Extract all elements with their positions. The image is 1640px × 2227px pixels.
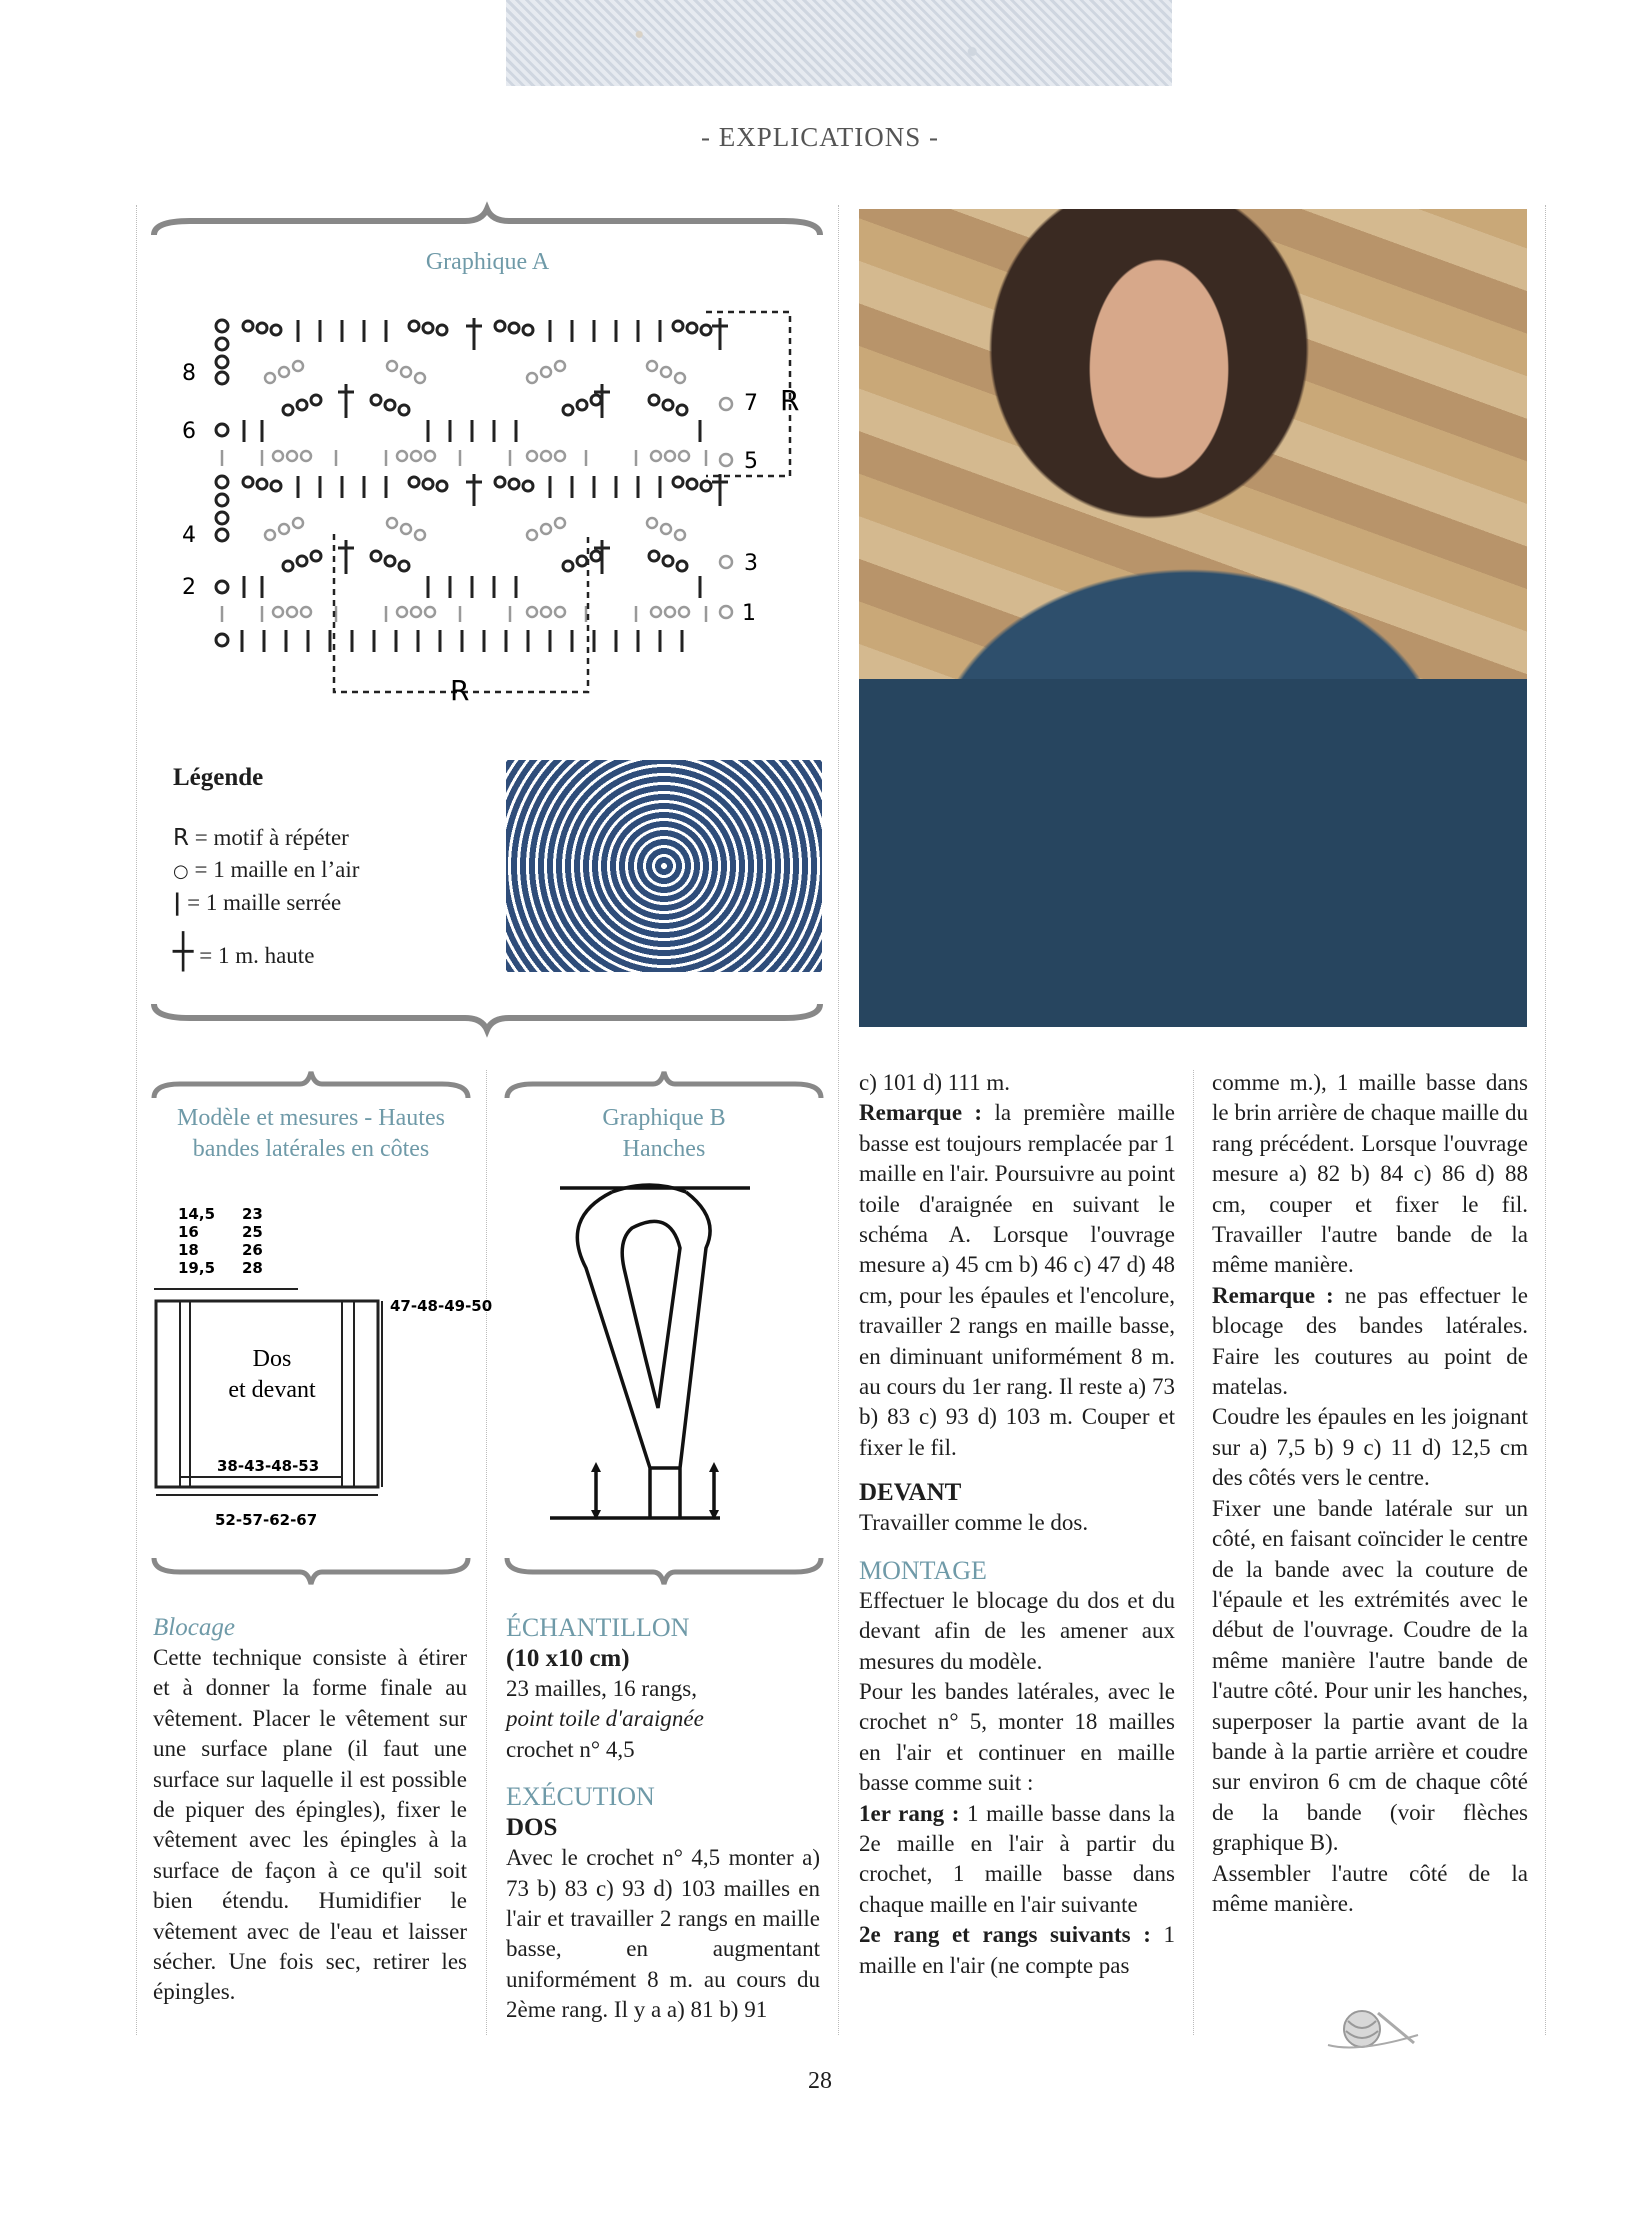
legend-item — [173, 887, 493, 919]
top-brace — [150, 205, 825, 245]
rang1-text: 1 maille basse dans la 2e maille en l'air à partir du crochet, 1 maille basse dans chaque maille en l'air suivante — [859, 1800, 1175, 1917]
right-width: 28 — [242, 1259, 263, 1277]
montage-text: Pour les bandes latérales, avec le crochet n° 5, monter 18 mailles en l'air et continuer en maille basse comme suit : — [859, 1678, 1175, 1796]
echantillon-section — [506, 1612, 820, 2026]
row-label-left: 8 — [182, 361, 196, 386]
remarque-label: Remarque : — [859, 1100, 983, 1126]
legend-text: = 1 maille serrée — [187, 890, 342, 915]
graphique-a-chart — [170, 300, 820, 710]
circle-icon: ○ — [173, 861, 189, 882]
legend-item — [173, 854, 493, 887]
col3-text: c) 101 d) 111 m. — [859, 1070, 1010, 1095]
modele-brace — [150, 1068, 472, 1104]
graphique-b-diagram — [540, 1178, 770, 1538]
inner-width: 38-43-48-53 — [217, 1457, 320, 1475]
legend-text: = motif à répéter — [194, 825, 349, 850]
dos-heading: DOS — [506, 1814, 558, 1842]
cross-icon: ┼ — [173, 932, 194, 972]
row-label-right: 1 — [742, 601, 756, 626]
col4-section — [1212, 1068, 1528, 1919]
left-width: 14,5 — [178, 1205, 216, 1223]
echantillon-size: (10 x10 cm) — [506, 1645, 630, 1672]
graphique-a-title: Graphique A — [425, 249, 550, 275]
col4-text: Fixer une bande latérale sur un côté, en faisant coïncider le centre de la bande avec la couture de l'épaule et les extrémités avec le début de l'ouvrage. Coudre de la même manière l'autre bande de l'autre côté. Pour unir les hanches, superposer la partie avant de la bande à la partie arrière et coudre sur environ 6 cm de chaque côté de la bande (voir flèches graphique B). — [1212, 1495, 1528, 1856]
yarn-ball-icon — [1318, 2005, 1428, 2055]
top-sequin-image — [506, 0, 1172, 86]
repeat-mark: R — [780, 384, 800, 417]
stitch-swatch-image — [506, 760, 822, 972]
rang1-label: 1er rang : — [859, 1800, 960, 1826]
row-label-left: 2 — [182, 575, 196, 600]
blocage-section — [153, 1612, 467, 2008]
col4-text: Coudre les épaules en les joignant sur a) 7,5 b) 9 c) 11 d) 12,5 cm des côtés vers le centre. — [1212, 1404, 1528, 1491]
legend-item — [173, 822, 493, 854]
column-rule — [1193, 1070, 1194, 2035]
row-label-left: 4 — [182, 523, 196, 548]
modele-label: Dos — [252, 1346, 292, 1372]
echantillon-line: point toile d'araignée — [506, 1706, 704, 1732]
remarque-label: Remarque : — [1212, 1282, 1334, 1308]
col3-section — [859, 1068, 1175, 1981]
modele-brace-bottom — [150, 1552, 472, 1588]
row-label-right: 3 — [744, 551, 758, 576]
repeat-mark: R — [450, 674, 470, 707]
legend-list — [173, 822, 493, 971]
column-rule — [486, 1070, 487, 2035]
page-number: 28 — [808, 2068, 832, 2094]
rang2-text: 1 maille en l'air (ne compte pas — [859, 1922, 1175, 1978]
blocage-heading: Blocage — [153, 1614, 235, 1641]
montage-text: Effectuer le blocage du dos et du devant afin de les amener aux mesures du modèle. — [859, 1587, 1175, 1674]
graphique-b-brace — [503, 1068, 825, 1104]
col4-text: comme m.), 1 maille basse dans le brin arrière de chaque maille du rang précédent. Lorsque l'ouvrage mesure a) 82 b) 84 c) 86 d) 88 cm, couper et fixer le fil. Travailler l'autre bande de la même manière. — [1212, 1070, 1528, 1278]
section-title: - EXPLICATIONS - — [701, 122, 939, 152]
devant-text: Travailler comme le dos. — [859, 1510, 1089, 1536]
graphique-b-title-line2: Hanches — [622, 1136, 706, 1162]
modele-diagram — [150, 1195, 493, 1540]
echantillon-line: crochet n° 4,5 — [506, 1736, 635, 1762]
right-width: 23 — [242, 1205, 263, 1223]
row-label-right: 7 — [744, 391, 758, 416]
letter-r-icon: R — [173, 825, 189, 851]
modele-title-line2: bandes latérales en côtes — [192, 1136, 430, 1162]
legend-text: = 1 m. haute — [199, 943, 315, 968]
column-rule — [1545, 205, 1546, 2035]
montage-heading: MONTAGE — [859, 1555, 987, 1585]
remarque-text: ne pas effectuer le blocage des bandes latérales. Faire les coutures au point de matelas. — [1212, 1282, 1528, 1400]
graphique-b-title — [503, 1103, 825, 1165]
height-measure: 47-48-49-50 — [390, 1297, 493, 1315]
modele-title — [150, 1103, 472, 1165]
left-width: 19,5 — [178, 1259, 216, 1277]
column-rule — [136, 205, 137, 2035]
echantillon-heading: ÉCHANTILLON — [506, 1613, 690, 1642]
modele-title-line1: Modèle et mesures - Hautes — [177, 1105, 445, 1131]
graphique-b-title-line1: Graphique B — [602, 1105, 726, 1131]
devant-heading: DEVANT — [859, 1479, 962, 1507]
dos-text: Avec le crochet n° 4,5 monter a) 73 b) 83 c) 93 d) 103 mailles en l'air et travailler 2 rangs en maille basse, en augmentant uniformément 8 m. au cours du 2ème rang. Il y a a) 81 b) 91 — [506, 1845, 820, 2023]
legend-title: Légende — [173, 764, 264, 791]
row-label-right: 5 — [744, 449, 758, 474]
left-width: 16 — [178, 1223, 199, 1241]
bottom-brace — [150, 998, 825, 1038]
legend-text: = 1 maille en l’air — [194, 857, 360, 882]
legend-item — [173, 932, 493, 972]
right-width: 25 — [242, 1223, 263, 1241]
column-rule — [838, 205, 839, 2035]
bar-icon: | — [173, 890, 182, 916]
col4-text: Assembler l'autre côté de la même manière. — [1212, 1860, 1528, 1916]
right-width: 26 — [242, 1241, 263, 1259]
echantillon-line: 23 mailles, 16 rangs, — [506, 1676, 697, 1701]
rang2-label: 2e rang et rangs suivants : — [859, 1922, 1151, 1948]
modele-label: et devant — [228, 1377, 316, 1403]
execution-heading: EXÉCUTION — [506, 1782, 655, 1812]
outer-width: 52-57-62-67 — [215, 1511, 318, 1529]
row-label-left: 6 — [182, 419, 196, 444]
remarque-text: la première maille basse est toujours remplacée par 1 maille en l'air. Poursuivre au point toile d'araignée en suivant le schéma A. Lorsque l'ouvrage mesure a) 45 cm b) 46 c) 47 d) 48 cm, pour les épaules et l'encolure, travailler 2 rangs en maille basse, en diminuant uniformément 8 m. au cours du 1er rang. Il reste a) 73 b) 83 c) 93 d) 103 m. Couper et fixer le fil. — [859, 1100, 1175, 1460]
left-width: 18 — [178, 1241, 199, 1259]
model-photo — [859, 209, 1527, 1027]
blocage-text: Cette technique consiste à étirer et à donner la forme finale au vêtement. Placer le vêtement sur une surface plane (il faut une surface sur laquelle il est possible de piquer des épingles), fixer le vêtement avec les épingles à la surface de façon à ce qu'il soit bien étendu. Humidifier le vêtement avec de l'eau et laisser sécher. Une fois sec, retirer les épingles. — [153, 1645, 467, 2005]
graphique-b-brace-bottom — [503, 1552, 825, 1588]
